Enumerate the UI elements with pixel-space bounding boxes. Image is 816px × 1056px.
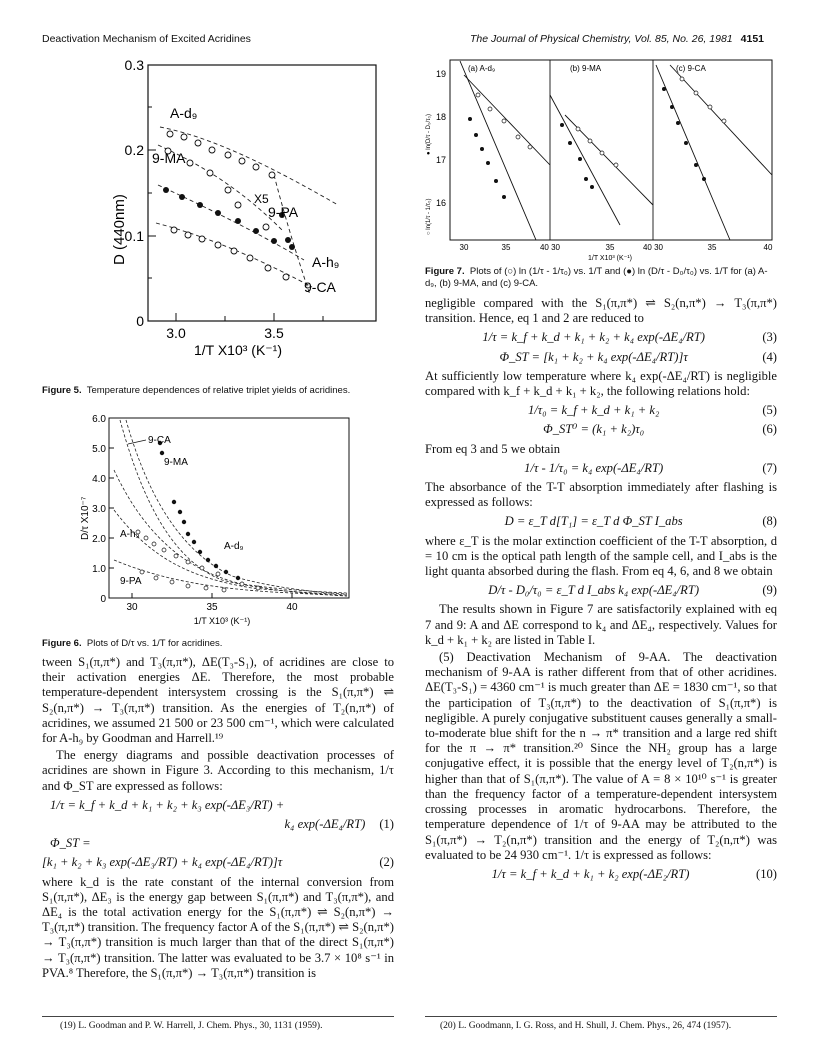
fig7-xtick: 40	[763, 243, 773, 252]
fig5-xtick: 3.5	[264, 325, 284, 341]
fig5-label-9PA: 9-PA	[268, 204, 299, 220]
paragraph: tween S₁(π,π*) and T₃(π,π*), ΔE(T₃-S₁), of acridines are close to their activation energies ΔE. Therefore, the most probable temperature-dependent intersystem crossing is the S₁(π,π*) ⇌ S₂(n,π*) → T₃(π,π*) transition. As the energies of T₂(n,π*) of acridines, we assumed 21 500 or 23 500 cm⁻¹, which were calculated for A-h₉ by Goodman and Harrell.¹⁹	[42, 655, 394, 746]
fig5-xtick: 3.0	[166, 325, 186, 341]
fig7-ytick: 18	[435, 112, 446, 122]
fig6-ytick: 5.0	[92, 444, 106, 455]
fig5-x-axis-label: 1/T X10³ (K⁻¹)	[193, 342, 283, 358]
figure-7-frame	[450, 60, 772, 240]
figure-6-caption	[42, 638, 394, 650]
equation-7: 1/τ - 1/τ₀ = k₄ exp(-ΔE₄/RT) (7)	[524, 460, 777, 475]
fig7-ytick: 19	[435, 69, 446, 79]
fig6-curve-Ah9	[114, 470, 347, 593]
figure-6-caption-text: Plots of D/τ vs. 1/T for acridines.	[86, 638, 223, 649]
fig7-xtick: 35	[707, 243, 717, 252]
figure-7-caption-label: Figure 7.	[425, 266, 465, 277]
paragraph: where k_d is the rate constant of the internal conversion from S₁(π,π*), ΔE₃ is the energy gap between S₁(π,π*) and T₃(π,π*), and ΔE₄ is the total activation energy for the S₁(π,π*) ⇌ S₂(n,π*) → T₃(π,π*) transition. The frequency factor A of the S₁(π,π*) ⇌ S₂(n,π*) → T₃(π,π*) transition is much larger than that of the direct S₁(π,π*) → T₃(π,π*) transition. The latter was evaluated to be 3.7 × 10⁸ s⁻¹ in PVA.⁸ Therefore, the S₁(π,π*) → T₃(π,π*) transition is	[42, 874, 394, 980]
journal-citation: The Journal of Physical Chemistry, Vol. 85, No. 26, 1981	[470, 33, 733, 45]
figure-6-caption-label: Figure 6.	[42, 638, 82, 649]
fig7-y-label-filled: ● ln(D/τ - D₀/τ₀)	[426, 113, 432, 155]
paragraph: From eq 3 and 5 we obtain	[425, 441, 561, 456]
fig6-ytick: 4.0	[92, 474, 106, 485]
fig6-ytick: 2.0	[92, 534, 106, 545]
fig7-panel-c: (c) 9-CA	[676, 64, 706, 73]
running-header-left: Deactivation Mechanism of Excited Acridines	[42, 33, 251, 45]
paragraph: negligible compared with the S₁(π,π*) ⇌ S₂(n,π*) → T₃(π,π*) transition. Hence, eq 1 and 2 are reduced to	[425, 296, 777, 326]
fig6-ytick: 6.0	[92, 414, 106, 425]
fig6-xtick: 40	[286, 602, 298, 613]
figure-5-caption-text: Temperature dependences of relative triplet yields of acridines.	[86, 385, 351, 396]
fig5-fit-9CA	[274, 175, 310, 295]
equation-2-line-a: Φ_ST =	[50, 836, 91, 851]
equation-1-line-b: k₄ exp(-ΔE₄/RT) (1)	[284, 817, 394, 832]
figure-5-caption-label: Figure 5.	[42, 385, 82, 396]
fig6-label-9CA: 9-CA	[148, 435, 171, 446]
footnote-rule	[42, 1016, 394, 1017]
fig6-ytick: 0	[100, 594, 106, 605]
fig5-y-axis-label: D (440nm)	[111, 194, 128, 265]
right-column-text	[425, 296, 777, 886]
fig7-xtick: 40 30	[539, 243, 561, 252]
page-number: 4151	[740, 33, 764, 45]
equation-6: Φ_ST⁰ = (k₁ + k₂)τ₀ (6)	[543, 422, 777, 437]
figure-7-caption	[425, 266, 777, 289]
paragraph: The results shown in Figure 7 are satisfactorily explained with eq 7 and 9: A and ΔE correspond to k₄ and ΔE₄, respectively. Values for k_d + k₁ + k₂ are listed in Table I.	[425, 602, 777, 647]
equation-8: D = ε_T d[T₁] = ε_T d Φ_ST I_abs (8)	[504, 514, 777, 529]
fig6-x-axis-label: 1/T X10³ (K⁻¹)	[193, 616, 251, 626]
fig6-xtick: 30	[126, 602, 138, 613]
equation-4: Φ_ST = [k₁ + k₂ + k₄ exp(-ΔE₄/RT)]τ (4)	[499, 349, 777, 364]
fig7-xtick: 40 30	[642, 243, 664, 252]
fig5-label-X5: X5	[254, 192, 269, 206]
fig5-label-Ad9: A-d₉	[170, 105, 198, 121]
fig7-xtick: 30	[459, 243, 469, 252]
fig6-label-Ad9: A-d₉	[224, 541, 244, 552]
fig7-xtick: 35	[501, 243, 511, 252]
fig7-panel-b: (b) 9-MA	[570, 64, 602, 73]
fig7-x-axis-label: 1/T X10³ (K⁻¹)	[587, 255, 633, 262]
figure-6-plot	[42, 410, 394, 632]
running-header-right	[470, 33, 764, 45]
fig6-xtick: 35	[206, 602, 218, 613]
fig5-ytick: 0	[136, 313, 144, 329]
footnote-rule	[425, 1016, 777, 1017]
equation-3: 1/τ = k_f + k_d + k₁ + k₂ + k₄ exp(-ΔE₄/RT) (3)	[482, 330, 777, 345]
footnote-20: (20) L. Goodmann, I. G. Ross, and H. Shull, J. Chem. Phys., 26, 474 (1957).	[440, 1021, 732, 1031]
fig5-label-Ah9: A-h₉	[312, 254, 340, 270]
fig7-ytick: 17	[435, 155, 446, 165]
fig5-ytick: 0.3	[124, 57, 144, 73]
paragraph: (5) Deactivation Mechanism of 9-AA. The deactivation mechanism of 9-AA is rather different from that of other acridines. ΔE(T₃-S₁) = 4360 cm⁻¹ is much greater than ΔE = 1830 cm⁻¹, so that the participation of T₃(π,π*) to the deactivation of S₁(π,π*) is negligible. A purely conjugative substituent causes generally a small-to-moderate blue shift for the n → π* transition and a large red shift for the π → π* transition.²⁰ Since the NH₂ group has a large conjugative effect, it is possible that the energy level of T₂(n,π*) is higher than that of S₁(π,π*). The value of A = 8 × 10¹⁰ s⁻¹ is greater than the frequency factor of a temperature-dependent intersystem crossing processes in aromatic hydrocarbons. Therefore, the temperature dependence of 1/τ of 9-AA may be attributed to the S₁(π,π*) → T₂(n,π*) transition and the energy of T₂(n,π*) was evaluated to be 24 930 cm⁻¹. 1/τ is expressed as follows:	[425, 650, 777, 862]
fig5-ytick: 0.2	[124, 142, 144, 158]
fig6-ytick: 3.0	[92, 504, 106, 515]
fig6-label-9PA: 9-PA	[120, 576, 142, 587]
figure-5-caption	[42, 385, 394, 397]
paragraph: where ε_T is the molar extinction coefficient of the T-T absorption, d = 10 cm is the optical path length of the sample cell, and I_abs is the light quanta absorbed during the flash. From eq 4, 6, and 8 we obtain	[425, 533, 777, 579]
fig5-label-9CA: 9-CA	[304, 279, 336, 295]
fig6-ytick: 1.0	[92, 564, 106, 575]
fig5-label-9MA: 9-MA	[152, 150, 186, 166]
fig7-panel-a: (a) A-d₉	[468, 64, 496, 73]
fig7-y-label-open: ○ ln(1/τ - 1/τ₀)	[426, 198, 432, 235]
fig6-curve-9PA	[114, 560, 347, 596]
paragraph: The absorbance of the T-T absorption immediately after flashing is expressed as follows:	[425, 480, 777, 510]
left-column-text	[42, 655, 394, 983]
fig5-ytick: 0.1	[124, 228, 144, 244]
fig6-label-9MA: 9-MA	[164, 457, 188, 468]
paragraph: The energy diagrams and possible deactivation processes of acridines are shown in Figure 3. According to this mechanism, 1/τ and Φ_ST are expressed as follows:	[42, 748, 394, 793]
equation-2-line-b: [k₁ + k₂ + k₃ exp(-ΔE₃/RT) + k₄ exp(-ΔE₄/RT)]τ (2)	[42, 855, 394, 870]
equation-1-line-a: 1/τ = k_f + k_d + k₁ + k₂ + k₃ exp(-ΔE₃/RT) +	[50, 797, 285, 812]
figure-7-plot	[420, 55, 782, 267]
fig6-curve-9MA	[126, 420, 347, 594]
fig7-ytick: 16	[435, 198, 446, 208]
fig6-y-axis-label: D/τ X10⁻⁷	[80, 496, 91, 540]
fig6-curve-9CA	[120, 420, 347, 596]
equation-9: D/τ - D₀/τ₀ = ε_T d I_abs k₄ exp(-ΔE₄/RT) (9)	[488, 583, 777, 598]
figure-5-plot	[42, 55, 394, 380]
fig6-label-Ah9: A-h₉	[120, 529, 140, 540]
fig7-xtick: 35	[605, 243, 615, 252]
footnote-19: (19) L. Goodman and P. W. Harrell, J. Chem. Phys., 30, 1131 (1959).	[60, 1021, 323, 1031]
paragraph: At sufficiently low temperature where k₄ exp(-ΔE₄/RT) is negligible compared with k_f + k_d + k₁ + k₂, the following relations hold:	[425, 368, 777, 399]
equation-10: 1/τ = k_f + k_d + k₁ + k₂ exp(-ΔE₂/RT) (10)	[491, 866, 777, 881]
figure-7-caption-text: Plots of (○) ln (1/τ - 1/τ₀) vs. 1/T and (●) ln (D/τ - D₀/τ₀) vs. 1/T for (a) A-d₉, (b) 9-MA, and (c) 9-CA.	[425, 266, 768, 289]
equation-5: 1/τ₀ = k_f + k_d + k₁ + k₂ (5)	[527, 403, 777, 418]
